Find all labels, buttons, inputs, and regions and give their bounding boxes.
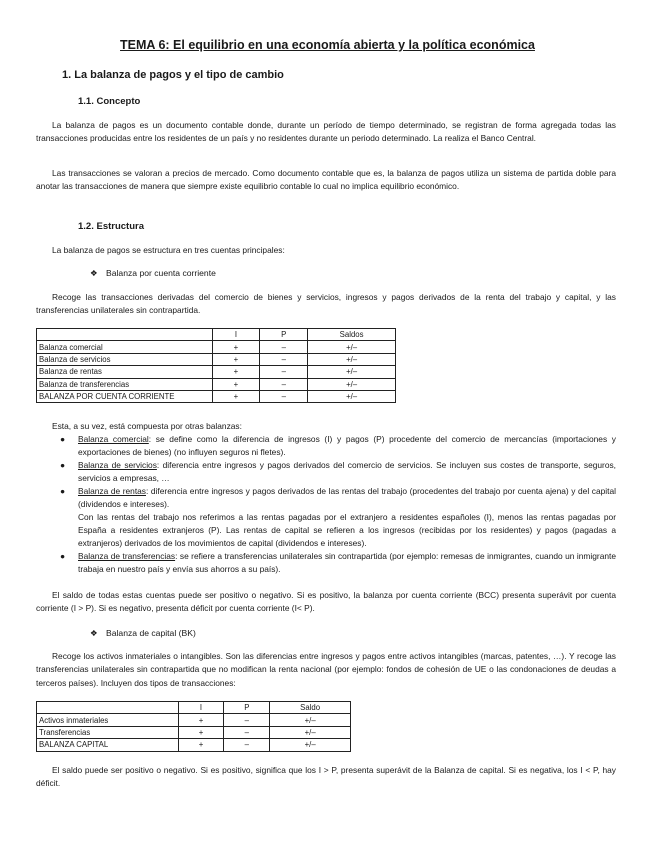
list-item-term: Balanza de transferencias (78, 551, 176, 561)
table-row (37, 739, 351, 751)
table-cell: Balanza de rentas (37, 366, 213, 378)
table-row (37, 366, 396, 378)
bullet-icon: ● (60, 486, 66, 496)
paragraph-balanza-capital: Recoge los activos inmateriales o intangibles. Son las diferencias entre ingresos y pagos entre activos intangibles (marcas, patentes, …). Y recoge las transferencias unilaterales sin contrapartida que no modifican la renta nacional (por ejemplo: fondos de cohesión de UE o las condonaciones de deudas a terceros países). Incluyen dos tipos de transacciones: (36, 651, 616, 688)
table-row (37, 378, 396, 390)
paragraph-concepto-1: La balanza de pagos es un documento contable donde, durante un período de tiempo determinado, se registran de forma agregada todas las transacciones producidas entre los residentes de un país y no residentes durante un periodo determinado. La realiza el Banco Central. (36, 120, 616, 144)
list-item-text: : se refiere a transferencias unilaterales sin contrapartida (por ejemplo: remesas de inmigrantes, cuando un inmigrante trabaja en nuestro país y envía sus ahorros a su país). (78, 551, 616, 574)
list-item (36, 459, 616, 485)
table-cell: + (178, 726, 224, 738)
table-cuenta-corriente (36, 328, 396, 403)
table-cell: – (260, 341, 308, 353)
table-header-cell: P (224, 702, 270, 714)
table-cell: +/– (270, 714, 351, 726)
list-item-term: Balanza de rentas (78, 486, 146, 496)
table-cell: – (260, 378, 308, 390)
table-row (37, 726, 351, 738)
diamond-bullet-icon: ❖ (90, 628, 98, 638)
table-cell: Balanza de transferencias (37, 378, 213, 390)
list-item (36, 485, 616, 550)
subsection-estructura: 1.2. Estructura (78, 221, 144, 232)
table-cell: Transferencias (37, 726, 179, 738)
table-balanza-capital (36, 701, 351, 752)
list-item-term: Balanza comercial (78, 434, 149, 444)
paragraph-saldo-bk: El saldo puede ser positivo o negativo. Si es positivo, significa que los I > P, presenta superávit de la Balanza de capital. Si es negativa, los I < P, hay déficit. (36, 765, 616, 789)
table-header-cell: Saldos (308, 329, 396, 341)
table-header-row (37, 329, 396, 341)
list-item-term: Balanza de servicios (78, 460, 157, 470)
table-cell: BALANZA CAPITAL (37, 739, 179, 751)
table-header-cell: I (178, 702, 224, 714)
table-cell: – (224, 739, 270, 751)
page-title: TEMA 6: El equilibrio en una economía abierta y la política económica (120, 38, 535, 52)
table-cell: + (212, 378, 260, 390)
table-cell: – (260, 366, 308, 378)
section-heading: 1. La balanza de pagos y el tipo de cambio (62, 69, 284, 81)
table-cell: + (178, 739, 224, 751)
table-cell: +/– (308, 341, 396, 353)
subsection-concepto: 1.1. Concepto (78, 96, 141, 107)
table-cell: + (212, 390, 260, 402)
table-cell: +/– (308, 353, 396, 365)
list-item-extra: Con las rentas del trabajo nos referimos a las rentas pagadas por el extranjero a residentes españoles (I), menos las rentas pagadas por España a residentes extranjeros (P). Las rentas de capital se refieren a los ingresos (recibidas por los residentes) y pagos (pagadas a extranjeros) derivados de los movimientos de capital (dividendos e intereses). (78, 512, 616, 548)
list-item-text: : se define como la diferencia de ingresos (I) y pagos (P) procedente del comercio de mercancías (importaciones y exportaciones de bienes) (no influyen seguros ni fletes). (78, 434, 616, 457)
paragraph-subbalanzas: Esta, a su vez, está compuesta por otras balanzas: (52, 421, 242, 431)
table-cell: +/– (308, 390, 396, 402)
table-header-cell: Saldo (270, 702, 351, 714)
heading-cuenta-corriente (90, 268, 216, 279)
table-cell: +/– (308, 366, 396, 378)
paragraph-concepto-2: Las transacciones se valoran a precios de mercado. Como documento contable que es, la balanza de pagos utiliza un sistema de partida doble para anotar las transacciones de manera que siempre existe equilibrio contable lo cual no implica equilibrio económico. (36, 168, 616, 192)
table-header-cell: P (260, 329, 308, 341)
table-row (37, 353, 396, 365)
table-cell: – (224, 714, 270, 726)
list-item-text: : diferencia entre ingresos y pagos derivados del comercio de servicios. Se incluyen sus costes de transporte, seguros, servicios a empresas, … (78, 460, 617, 483)
table-row (37, 390, 396, 402)
table-cell: – (224, 726, 270, 738)
table-cell: +/– (270, 726, 351, 738)
list-item (36, 550, 616, 576)
table-cell: BALANZA POR CUENTA CORRIENTE (37, 390, 213, 402)
heading-balanza-capital (90, 628, 196, 639)
table-cell: – (260, 353, 308, 365)
table-cell: + (212, 353, 260, 365)
table-cell: +/– (308, 378, 396, 390)
table-cell: – (260, 390, 308, 402)
bullet-icon: ● (60, 551, 66, 561)
list-item (36, 433, 616, 459)
table-cell: Balanza comercial (37, 341, 213, 353)
table-header-cell (37, 329, 213, 341)
table-cell: +/– (270, 739, 351, 751)
table-cell: Activos inmateriales (37, 714, 179, 726)
table-cell: + (212, 341, 260, 353)
bullet-icon: ● (60, 434, 66, 444)
table-cell: + (212, 366, 260, 378)
table-cell: + (178, 714, 224, 726)
balanzas-list (36, 433, 616, 576)
heading-cuenta-corriente-label: Balanza por cuenta corriente (106, 268, 216, 278)
paragraph-cuenta-corriente: Recoge las transacciones derivadas del comercio de bienes y servicios, ingresos y pagos derivados de la renta del trabajo y capital, y las transferencias unilaterales sin contrapartida. (36, 292, 616, 316)
heading-balanza-capital-label: Balanza de capital (BK) (106, 628, 196, 638)
table-row (37, 714, 351, 726)
list-item-text: : diferencia entre ingresos y pagos derivados de las rentas del trabajo (procedentes del trabajo por cuenta ajena) y del capital (dividendos e intereses). (78, 486, 616, 509)
bullet-icon: ● (60, 460, 66, 470)
table-cell: Balanza de servicios (37, 353, 213, 365)
paragraph-estructura: La balanza de pagos se estructura en tres cuentas principales: (52, 245, 285, 255)
table-header-cell: I (212, 329, 260, 341)
diamond-bullet-icon: ❖ (90, 268, 98, 278)
table-row (37, 341, 396, 353)
table-header-row (37, 702, 351, 714)
paragraph-saldo-bcc: El saldo de todas estas cuentas puede ser positivo o negativo. Si es positivo, la balanza por cuenta corriente (BCC) presenta superávit por cuenta corriente (I > P). Si es negativo, presenta déficit por cuenta corriente (I< P). (36, 590, 616, 614)
table-header-cell (37, 702, 179, 714)
